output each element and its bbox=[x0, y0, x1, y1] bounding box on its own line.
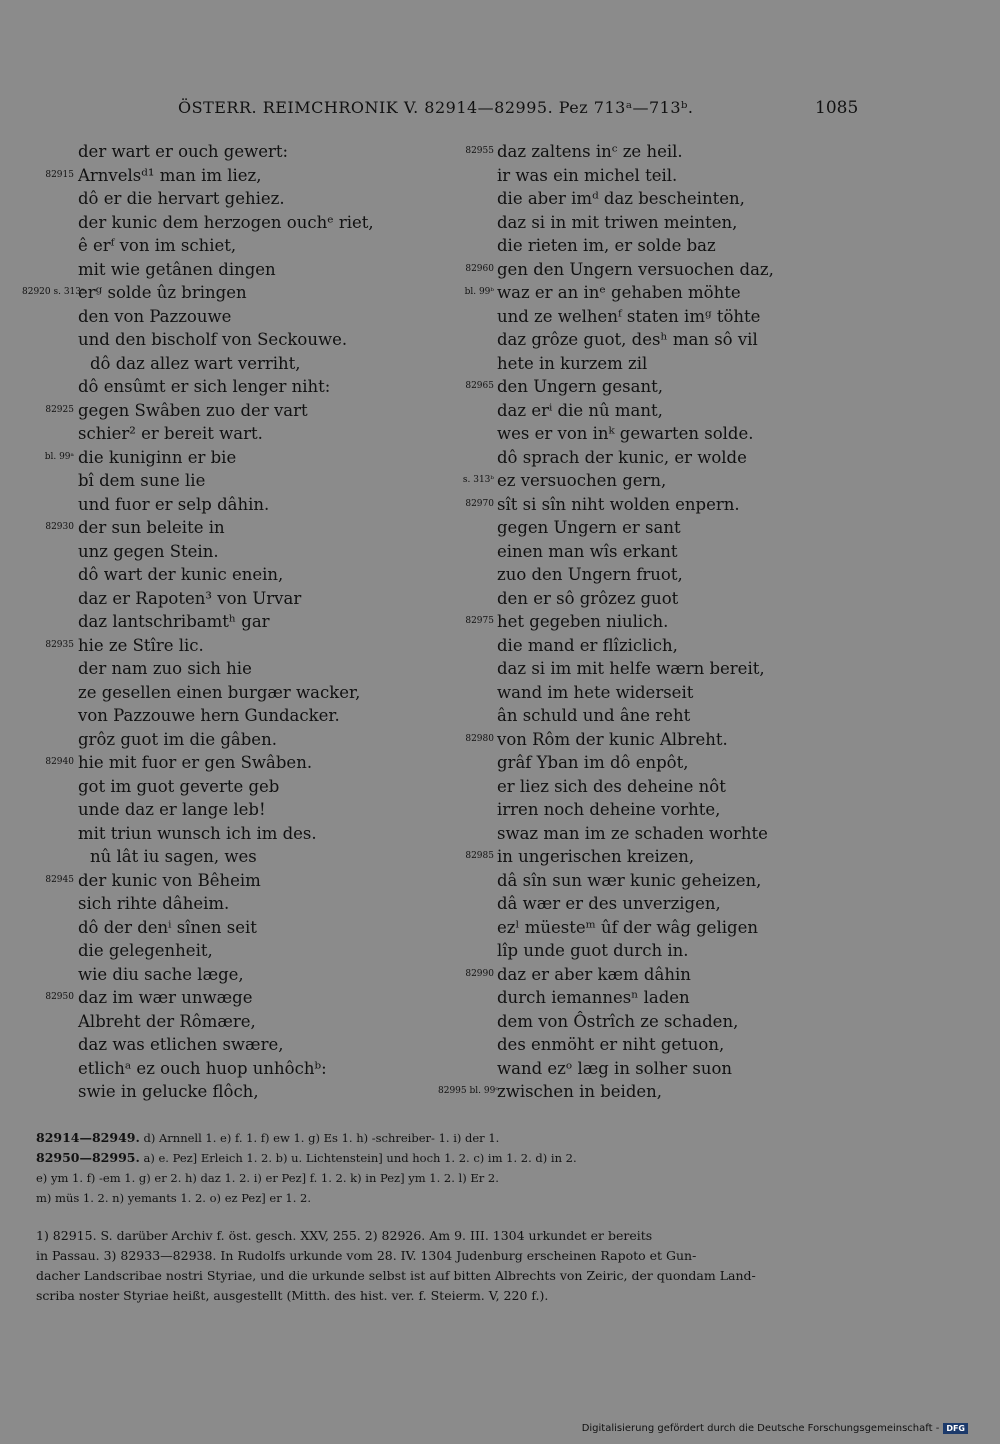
verse-text: der kunic von Bêheim bbox=[78, 870, 261, 890]
line-number: 82980 bbox=[465, 733, 494, 744]
verse-text: hie ze Stîre lic. bbox=[78, 635, 204, 655]
verse-text: hete in kurzem zil bbox=[497, 353, 648, 373]
verse-line bbox=[438, 563, 838, 587]
verse-line bbox=[438, 798, 838, 822]
verse-line bbox=[438, 775, 838, 799]
verse-line bbox=[438, 845, 838, 869]
verse-text: lîp unde guot durch in. bbox=[497, 941, 689, 960]
verse-line bbox=[22, 822, 442, 846]
verse-line bbox=[22, 422, 442, 446]
verse-line bbox=[438, 869, 838, 893]
funding-text: Digitalisierung gefördert durch die Deutsche Forschungsgemeinschaft - bbox=[581, 1423, 940, 1434]
verse-line bbox=[22, 892, 442, 916]
verse-text: zuo den Ungern fruot, bbox=[497, 565, 683, 584]
verse-line bbox=[22, 681, 442, 705]
verse-line bbox=[22, 211, 442, 235]
verse-text: den Ungern gesant, bbox=[497, 377, 663, 396]
line-number: s. 313ᵇ bbox=[462, 475, 494, 485]
verse-text: wand ezᵒ læg in solher suon bbox=[497, 1058, 733, 1078]
apparatus-text: e) ym 1. f) -em 1. g) er 2. h) daz 1. 2. i) er Pez] f. 1. 2. k) in Pez] ym 1. 2. l) Er 2. bbox=[36, 1171, 499, 1185]
verse-text: den von Pazzouwe bbox=[78, 306, 232, 326]
verse-line bbox=[438, 399, 838, 423]
verse-text: und den bischolf von Seckouwe. bbox=[78, 330, 348, 349]
verse-text: der sun beleite in bbox=[78, 518, 225, 537]
verse-line bbox=[22, 399, 442, 423]
verse-line bbox=[22, 798, 442, 822]
apparatus-range: 82950—82995. bbox=[36, 1150, 140, 1165]
verse-text: daz erⁱ die nû mant, bbox=[497, 400, 663, 420]
line-number: 82940 bbox=[45, 757, 74, 767]
verse-line bbox=[438, 516, 838, 540]
line-number: 82960 bbox=[465, 263, 494, 274]
verse-line bbox=[22, 657, 442, 681]
verse-line bbox=[22, 328, 442, 352]
verse-text: daz er Rapoten³ von Urvar bbox=[78, 588, 302, 608]
verse-line bbox=[438, 939, 838, 963]
verse-line bbox=[438, 164, 838, 188]
verse-line bbox=[438, 704, 838, 728]
verse-line bbox=[22, 1080, 442, 1104]
verse-line bbox=[438, 986, 838, 1010]
line-number: 82935 bbox=[45, 639, 74, 650]
footnote-line: in Passau. 3) 82933—82938. In Rudolfs urkunde vom 28. IV. 1304 Judenburg erscheinen Rapoto et Gun- bbox=[36, 1248, 697, 1263]
verse-text: gegen Ungern er sant bbox=[497, 518, 681, 537]
verse-text: daz si in mit triwen meinten, bbox=[497, 212, 738, 232]
verse-text: grôz guot im die gâben. bbox=[78, 729, 277, 749]
verse-line bbox=[22, 540, 442, 564]
verse-text: der kunic dem herzogen ouchᵉ riet, bbox=[78, 212, 374, 232]
right-verse-column bbox=[438, 140, 838, 1104]
verse-line bbox=[22, 634, 442, 658]
verse-line bbox=[438, 916, 838, 940]
verse-line bbox=[438, 281, 838, 305]
verse-line bbox=[22, 493, 442, 517]
verse-text: dem von Ôstrîch ze schaden, bbox=[497, 1011, 739, 1031]
verse-text: von Rôm der kunic Albreht. bbox=[497, 729, 728, 749]
verse-line bbox=[438, 540, 838, 564]
verse-text: schier² er bereit wart. bbox=[78, 424, 263, 443]
verse-line bbox=[22, 446, 442, 470]
apparatus-row bbox=[36, 1148, 858, 1168]
verse-line bbox=[438, 657, 838, 681]
verse-text: wes er von inᵏ gewarten solde. bbox=[497, 424, 754, 443]
verse-line bbox=[22, 1057, 442, 1081]
verse-line bbox=[438, 352, 838, 376]
verse-line bbox=[22, 728, 442, 752]
verse-line bbox=[22, 1033, 442, 1057]
verse-text: zwischen in beiden, bbox=[497, 1082, 663, 1101]
verse-text: daz im wær unwæge bbox=[78, 988, 253, 1007]
verse-text: hie mit fuor er gen Swâben. bbox=[78, 753, 313, 772]
verse-text: ez versuochen gern, bbox=[497, 471, 667, 490]
verse-text: nû lât iu sagen, wes bbox=[90, 847, 257, 866]
left-verse-column bbox=[22, 140, 442, 1104]
verse-line bbox=[438, 446, 838, 470]
verse-line bbox=[438, 681, 838, 705]
verse-line bbox=[22, 469, 442, 493]
verse-text: dô sprach der kunic, er wolde bbox=[497, 447, 747, 467]
verse-line bbox=[22, 140, 442, 164]
verse-line bbox=[22, 869, 442, 893]
verse-text: grâf Yban im dô enpôt, bbox=[497, 753, 689, 772]
verse-text: von Pazzouwe hern Gundacker. bbox=[78, 706, 340, 725]
verse-line bbox=[438, 258, 838, 282]
verse-text: daz grôze guot, desʰ man sô vil bbox=[497, 330, 758, 349]
verse-line bbox=[438, 751, 838, 775]
verse-text: daz er aber kæm dâhin bbox=[497, 964, 691, 984]
footnotes bbox=[36, 1226, 858, 1306]
verse-line bbox=[22, 375, 442, 399]
verse-text: er liez sich des deheine nôt bbox=[497, 776, 726, 796]
line-number: 82995 bl. 99ᶜ bbox=[438, 1086, 499, 1096]
verse-line bbox=[438, 728, 838, 752]
verse-line bbox=[22, 352, 442, 376]
verse-text: und fuor er selp dâhin. bbox=[78, 494, 270, 514]
verse-text: Arnvelsᵈ¹ man im liez, bbox=[78, 165, 262, 185]
verse-text: der nam zuo sich hie bbox=[78, 659, 252, 678]
verse-text: die kuniginn er bie bbox=[78, 447, 237, 467]
dfg-logo-icon: DFG bbox=[943, 1423, 968, 1434]
verse-text: ze gesellen einen burgær wacker, bbox=[78, 682, 361, 702]
line-number: 82970 bbox=[465, 498, 494, 509]
footnote-line: 1) 82915. S. darüber Archiv f. öst. gesch. XXV, 255. 2) 82926. Am 9. III. 1304 urkundet er bereits bbox=[36, 1228, 653, 1243]
verse-line bbox=[22, 845, 442, 869]
verse-line bbox=[22, 281, 442, 305]
verse-text: daz was etlichen swære, bbox=[78, 1035, 284, 1054]
verse-line bbox=[438, 587, 838, 611]
verse-line bbox=[438, 305, 838, 329]
verse-line bbox=[438, 469, 838, 493]
verse-line bbox=[438, 1057, 838, 1081]
running-title: ÖSTERR. REIMCHRONIK V. 82914—82995. Pez 713ᵃ—713ᵇ. bbox=[178, 98, 694, 117]
verse-text: daz si im mit helfe wærn bereit, bbox=[497, 659, 765, 678]
verse-text: den er sô grôzez guot bbox=[497, 588, 679, 608]
verse-line bbox=[22, 258, 442, 282]
verse-line bbox=[22, 751, 442, 775]
verse-line bbox=[438, 234, 838, 258]
verse-text: swaz man im ze schaden worhte bbox=[497, 823, 768, 843]
verse-line bbox=[438, 892, 838, 916]
verse-text: Albreht der Rômære, bbox=[78, 1011, 256, 1031]
verse-line bbox=[22, 587, 442, 611]
verse-line bbox=[438, 1010, 838, 1034]
verse-line bbox=[22, 963, 442, 987]
verse-line bbox=[22, 1010, 442, 1034]
line-number: bl. 99ᵃ bbox=[44, 451, 74, 462]
verse-text: gen den Ungern versuochen daz, bbox=[497, 259, 774, 279]
verse-line bbox=[22, 234, 442, 258]
verse-text: und ze welhenᶠ staten imᵍ töhte bbox=[497, 306, 761, 326]
verse-line bbox=[438, 140, 838, 164]
verse-text: dô daz allez wart verriht, bbox=[90, 353, 301, 373]
verse-line bbox=[22, 610, 442, 634]
verse-text: unde daz er lange leb! bbox=[78, 800, 266, 819]
verse-text: dô er die hervart gehiez. bbox=[78, 189, 285, 208]
verse-text: die gelegenheit, bbox=[78, 941, 213, 960]
funding-notice bbox=[582, 1423, 968, 1434]
verse-line bbox=[22, 187, 442, 211]
verse-line bbox=[438, 187, 838, 211]
line-number: 82965 bbox=[465, 381, 494, 391]
footnote-line: scriba noster Styriae heißt, ausgestellt (Mitth. des hist. ver. f. Steierm. V, 220 f.). bbox=[36, 1288, 549, 1303]
apparatus-text: d) Arnnell 1. e) f. 1. f) ew 1. g) Es 1. h) -schreiber- 1. i) der 1. bbox=[143, 1131, 500, 1145]
verse-text: wie diu sache læge, bbox=[78, 964, 244, 984]
verse-line bbox=[438, 422, 838, 446]
verse-text: die rieten im, er solde baz bbox=[497, 236, 716, 255]
verse-line bbox=[22, 704, 442, 728]
verse-text: ê erᶠ von im schiet, bbox=[78, 236, 237, 255]
verse-line bbox=[438, 610, 838, 634]
verse-text: sich rihte dâheim. bbox=[78, 894, 230, 913]
line-number: 82915 bbox=[45, 169, 74, 180]
verse-text: unz gegen Stein. bbox=[78, 541, 219, 561]
apparatus-row bbox=[36, 1188, 858, 1208]
line-number: 82950 bbox=[45, 992, 74, 1002]
footnote-line: dacher Landscribae nostri Styriae, und die urkunde selbst ist auf bitten Albrechts von Zeiric, der quondam Land- bbox=[36, 1268, 756, 1283]
verse-text: bî dem sune lie bbox=[78, 471, 206, 490]
verse-text: got im guot geverte geb bbox=[78, 776, 280, 796]
page-number: 1085 bbox=[815, 98, 859, 118]
verse-text: ir was ein michel teil. bbox=[497, 165, 678, 185]
apparatus-row bbox=[36, 1128, 858, 1148]
verse-line bbox=[22, 775, 442, 799]
verse-text: ân schuld und âne reht bbox=[497, 706, 691, 725]
verse-text: mit wie getânen dingen bbox=[78, 259, 276, 279]
verse-line bbox=[22, 563, 442, 587]
line-number: 82990 bbox=[465, 968, 494, 979]
apparatus-range: 82914—82949. bbox=[36, 1130, 140, 1145]
apparatus-text: a) e. Pez] Erleich 1. 2. b) u. Lichtenstein] und hoch 1. 2. c) im 1. 2. d) in 2. bbox=[143, 1151, 577, 1165]
verse-text: dô wart der kunic enein, bbox=[78, 565, 284, 584]
verse-line bbox=[438, 493, 838, 517]
verse-text: swie in gelucke flôch, bbox=[78, 1082, 259, 1101]
verse-text: etlichᵃ ez ouch huop unhôchᵇ: bbox=[78, 1058, 327, 1078]
verse-line bbox=[438, 822, 838, 846]
verse-text: die mand er flîziclich, bbox=[497, 635, 678, 655]
line-number: 82930 bbox=[45, 522, 74, 532]
verse-line bbox=[22, 986, 442, 1010]
verse-text: daz lantschribamtʰ gar bbox=[78, 612, 270, 631]
verse-text: ezˡ müesteᵐ ûf der wâg geligen bbox=[497, 917, 759, 937]
verse-line bbox=[22, 916, 442, 940]
verse-text: sît si sîn niht wolden enpern. bbox=[497, 494, 740, 514]
verse-text: einen man wîs erkant bbox=[497, 541, 678, 561]
verse-line bbox=[438, 328, 838, 352]
verse-text: dâ wær er des unverzigen, bbox=[497, 894, 721, 913]
verse-line bbox=[22, 305, 442, 329]
verse-line bbox=[438, 211, 838, 235]
verse-line bbox=[22, 516, 442, 540]
verse-text: wand im hete widerseit bbox=[497, 682, 694, 702]
verse-line bbox=[438, 375, 838, 399]
verse-text: mit triun wunsch ich im des. bbox=[78, 823, 317, 843]
line-number: 82955 bbox=[465, 146, 494, 156]
verse-text: die aber imᵈ daz bescheinten, bbox=[497, 189, 745, 208]
verse-text: dâ sîn sun wær kunic geheizen, bbox=[497, 870, 762, 890]
verse-text: durch iemannesⁿ laden bbox=[497, 988, 690, 1007]
verse-text: erᵍ solde ûz bringen bbox=[78, 283, 247, 302]
verse-text: der wart er ouch gewert: bbox=[78, 142, 289, 161]
verse-line bbox=[438, 1080, 838, 1104]
verse-text: waz er an inᵉ gehaben möhte bbox=[497, 283, 741, 302]
verse-line bbox=[438, 634, 838, 658]
verse-line bbox=[22, 164, 442, 188]
verse-text: het gegeben niulich. bbox=[497, 612, 669, 631]
verse-text: dô der denⁱ sînen seit bbox=[78, 917, 257, 937]
page-header bbox=[0, 98, 1000, 124]
verse-text: in ungerischen kreizen, bbox=[497, 847, 695, 866]
line-number: 82975 bbox=[465, 616, 494, 626]
line-number: 82920 s. 313ᵃ bbox=[22, 287, 85, 297]
verse-line bbox=[438, 963, 838, 987]
verse-line bbox=[22, 939, 442, 963]
verse-text: irren noch deheine vorhte, bbox=[497, 800, 721, 819]
line-number: bl. 99ᵇ bbox=[464, 287, 494, 297]
line-number: 82985 bbox=[465, 851, 494, 861]
apparatus-row bbox=[36, 1168, 858, 1188]
critical-apparatus bbox=[36, 1128, 858, 1208]
verse-text: dô ensûmt er sich lenger niht: bbox=[78, 377, 331, 396]
verse-text: gegen Swâben zuo der vart bbox=[78, 400, 308, 420]
line-number: 82945 bbox=[45, 874, 74, 885]
verse-line bbox=[438, 1033, 838, 1057]
apparatus-text: m) müs 1. 2. n) yemants 1. 2. o) ez Pez] er 1. 2. bbox=[36, 1191, 311, 1205]
verse-text: daz zaltens inᶜ ze heil. bbox=[497, 142, 683, 161]
verse-text: des enmöht er niht getuon, bbox=[497, 1035, 725, 1054]
line-number: 82925 bbox=[45, 404, 74, 415]
